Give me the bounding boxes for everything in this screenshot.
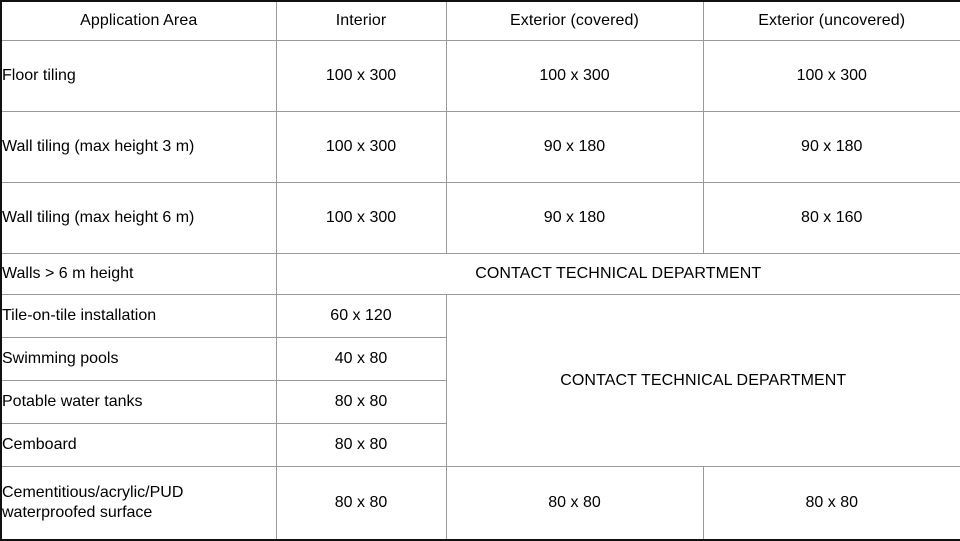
row-label: Cemboard <box>1 424 276 467</box>
row-label: Swimming pools <box>1 338 276 381</box>
cell-exterior-covered: 80 x 80 <box>446 467 703 541</box>
cell-interior: 60 x 120 <box>276 295 446 338</box>
cell-contact-technical-department: CONTACT TECHNICAL DEPARTMENT <box>276 254 960 295</box>
cell-interior: 100 x 300 <box>276 112 446 183</box>
cell-exterior-covered: 100 x 300 <box>446 41 703 112</box>
row-label: Floor tiling <box>1 41 276 112</box>
row-label: Wall tiling (max height 3 m) <box>1 112 276 183</box>
cell-exterior-covered: 90 x 180 <box>446 112 703 183</box>
table-row <box>1 112 960 183</box>
cell-interior: 80 x 80 <box>276 467 446 541</box>
column-header-application-area: Application Area <box>1 1 276 41</box>
cell-interior: 80 x 80 <box>276 424 446 467</box>
row-label: Wall tiling (max height 6 m) <box>1 183 276 254</box>
cell-interior: 40 x 80 <box>276 338 446 381</box>
row-label: Tile-on-tile installation <box>1 295 276 338</box>
table-header-row <box>1 1 960 41</box>
column-header-interior: Interior <box>276 1 446 41</box>
column-header-exterior-uncovered: Exterior (uncovered) <box>703 1 960 41</box>
table-row <box>1 41 960 112</box>
column-header-exterior-covered: Exterior (covered) <box>446 1 703 41</box>
cell-contact-technical-department-merged: CONTACT TECHNICAL DEPARTMENT <box>446 295 960 467</box>
cell-interior: 100 x 300 <box>276 183 446 254</box>
table-row <box>1 254 960 295</box>
cell-exterior-covered: 90 x 180 <box>446 183 703 254</box>
cell-interior: 80 x 80 <box>276 381 446 424</box>
table-row <box>1 467 960 541</box>
row-label: Walls > 6 m height <box>1 254 276 295</box>
row-label: Cementitious/acrylic/PUD waterproofed surface <box>1 467 276 541</box>
cell-exterior-uncovered: 80 x 80 <box>703 467 960 541</box>
table-row <box>1 183 960 254</box>
cell-exterior-uncovered: 90 x 180 <box>703 112 960 183</box>
cell-exterior-uncovered: 100 x 300 <box>703 41 960 112</box>
cell-interior: 100 x 300 <box>276 41 446 112</box>
cell-exterior-uncovered: 80 x 160 <box>703 183 960 254</box>
row-label: Potable water tanks <box>1 381 276 424</box>
table-row <box>1 295 960 338</box>
